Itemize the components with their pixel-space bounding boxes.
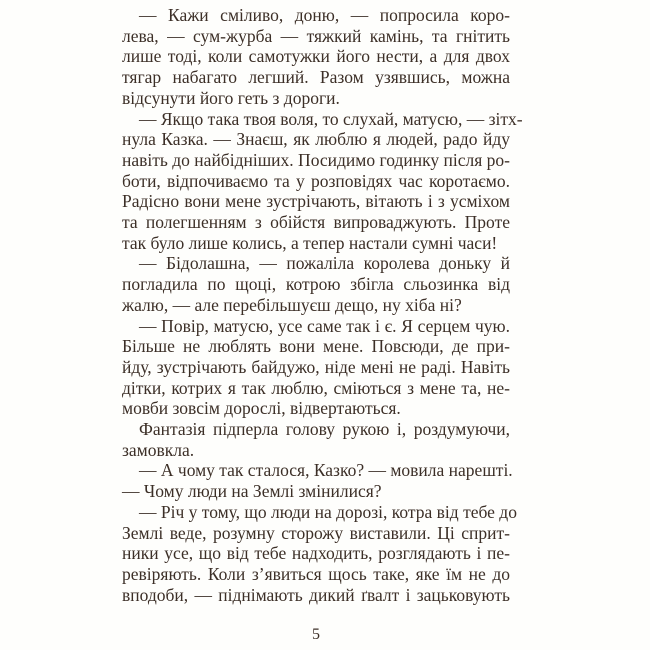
paragraph xyxy=(122,501,517,606)
paragraph xyxy=(122,5,510,109)
text-line: вподоби, — піднімають дикий ґвалт і зацьковують xyxy=(122,584,510,605)
text-line: Радісно вони мене зустрічають, вітають і з усміхом xyxy=(122,191,510,212)
text-line: так було лише колись, а тепер настали сумні часи! xyxy=(122,232,498,253)
page-text-block xyxy=(122,5,523,605)
text-line: погладила по щоці, котрою збігла сльозинка від xyxy=(122,274,510,295)
text-line: — Повір, матусю, усе саме так і є. Я серцем чую. xyxy=(139,315,510,336)
text-line: ники усе, що від тебе надходить, розглядають і пе- xyxy=(122,543,510,564)
text-line: Більше не люблять вони мене. Повсюди, де при- xyxy=(122,336,510,357)
text-line: лева, — сум-журба — тяжкий камінь, та гнітить xyxy=(122,25,510,46)
page-number: 5 xyxy=(312,626,320,643)
text-line: та полегшенням з обійстя випроваджують. Проте xyxy=(122,212,510,233)
text-line: навіть до найбідніших. Посидимо годинку після ро- xyxy=(122,149,510,170)
paragraph xyxy=(122,419,510,460)
text-line: — Бідолашна, — пожаліла королева доньку й xyxy=(139,253,510,274)
text-line: — Річ у тому, що люди на дорозі, котра від тебе до xyxy=(139,501,517,522)
text-line: боти, відпочиваємо та у розповідях час коротаємо. xyxy=(122,170,510,191)
text-line: жалю, — але перебільшуєш дещо, ну хіба ні? xyxy=(122,294,462,315)
page-footer xyxy=(122,626,510,644)
text-line: відсунути його геть з дороги. xyxy=(122,87,340,108)
text-line: мовби зовсім дорослі, відвертаються. xyxy=(122,398,401,419)
text-line: замовкла. xyxy=(122,439,195,460)
text-line: тягар набагато легший. Разом узявшись, можна xyxy=(122,67,510,88)
text-line: лише тоді, коли самотужки його нести, а для двох xyxy=(122,46,510,67)
text-line: — Якщо така твоя воля, то слухай, матусю, — зітх- xyxy=(139,108,523,129)
paragraph xyxy=(122,460,513,502)
text-line: Землі веде, розумну сторожу виставили. Ці сприт- xyxy=(122,522,510,543)
paragraph xyxy=(122,316,510,420)
text-line: йду, зустрічають байдужо, ніде мені не раді. Навіть xyxy=(122,356,510,377)
text-line: Фантазія підперла голову рукою і, роздумуючи, xyxy=(139,419,510,440)
text-line: — Чому люди на Землі змінилися? xyxy=(122,481,382,502)
paragraph xyxy=(122,108,523,254)
text-line: — А чому так сталося, Казко? — мовила нарешті. xyxy=(139,460,513,481)
text-line: дітки, котрих я так люблю, сміються з мене та, не- xyxy=(122,377,510,398)
text-line: ревіряють. Коли з’явиться щось таке, яке їм не до xyxy=(122,563,510,584)
paragraph xyxy=(122,253,510,315)
text-line: — Кажи сміливо, доню, — попросила коро- xyxy=(139,5,510,25)
text-line: нула Казка. — Знаєш, як люблю я людей, радо йду xyxy=(122,129,510,150)
